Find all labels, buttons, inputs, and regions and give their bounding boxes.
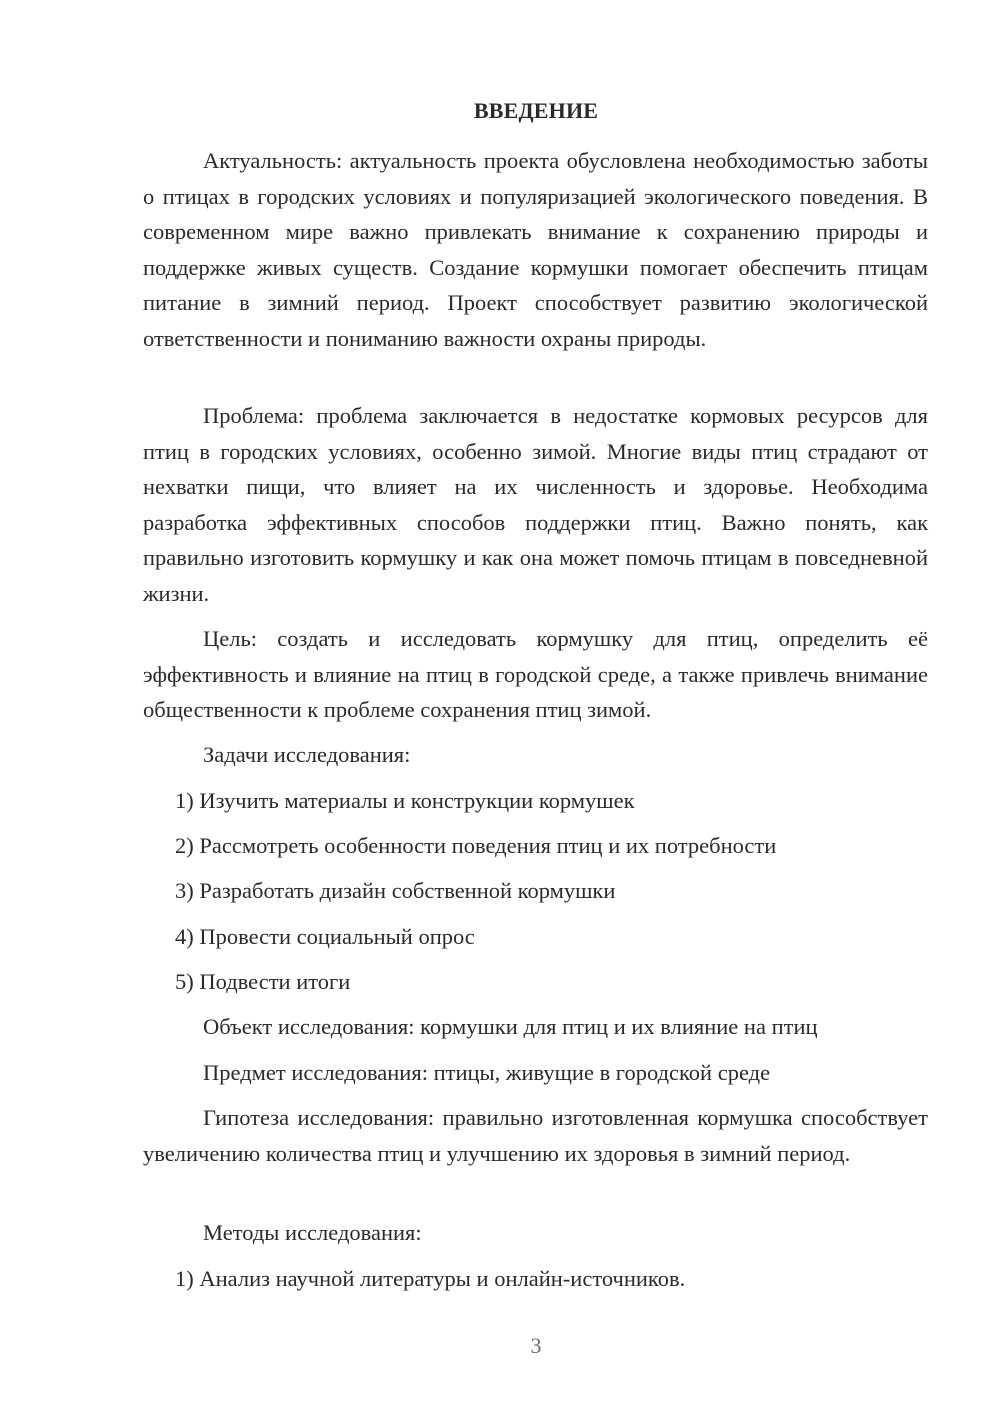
research-subject: Предмет исследования: птицы, живущие в городской среде bbox=[203, 1060, 771, 1085]
task-item: 1) Изучить материалы и конструкции кормушек bbox=[175, 788, 635, 813]
tasks-heading: Задачи исследования: bbox=[203, 742, 411, 767]
paragraph-hypothesis: Гипотеза исследования: правильно изготовленная кормушка способствует увеличению количества птиц и улучшению их здоровья в зимний период. bbox=[143, 1105, 928, 1166]
paragraph-goal: Цель: создать и исследовать кормушку для птиц, определить её эффективность и влияние на птиц в городской среде, а также привлечь внимание общественности к проблеме сохранения птиц зимой. bbox=[143, 626, 928, 722]
task-item: 2) Рассмотреть особенности поведения птиц и их потребности bbox=[175, 833, 777, 858]
research-object: Объект исследования: кормушки для птиц и их влияние на птиц bbox=[203, 1014, 818, 1039]
page-number: 3 bbox=[530, 1333, 542, 1358]
method-item: 1) Анализ научной литературы и онлайн-источников. bbox=[175, 1266, 686, 1291]
methods-heading: Методы исследования: bbox=[203, 1220, 422, 1245]
task-item: 5) Подвести итоги bbox=[175, 969, 351, 994]
task-item: 3) Разработать дизайн собственной кормушки bbox=[175, 878, 616, 903]
paragraph-relevance: Актуальность: актуальность проекта обусловлена необходимостью заботы о птицах в городских условиях и популяризацией экологического поведения. В современном мире важно привлекать внимание к сохранению природы и поддержке живых существ. Создание кормушки помогает обеспечить птицам питание в зимний период. Проект способствует развитию экологической ответственности и пониманию важности охраны природы. bbox=[143, 148, 928, 351]
task-item: 4) Провести социальный опрос bbox=[175, 924, 475, 949]
page-title: ВВЕДЕНИЕ bbox=[473, 98, 599, 123]
paragraph-problem: Проблема: проблема заключается в недостатке кормовых ресурсов для птиц в городских условиях, особенно зимой. Многие виды птиц страдают от нехватки пищи, что влияет на их численность и здоровье. Необходима разработка эффективных способов поддержки птиц. Важно понять, как правильно изготовить кормушку и как она может помочь птицам в повседневной жизни. bbox=[143, 403, 928, 606]
